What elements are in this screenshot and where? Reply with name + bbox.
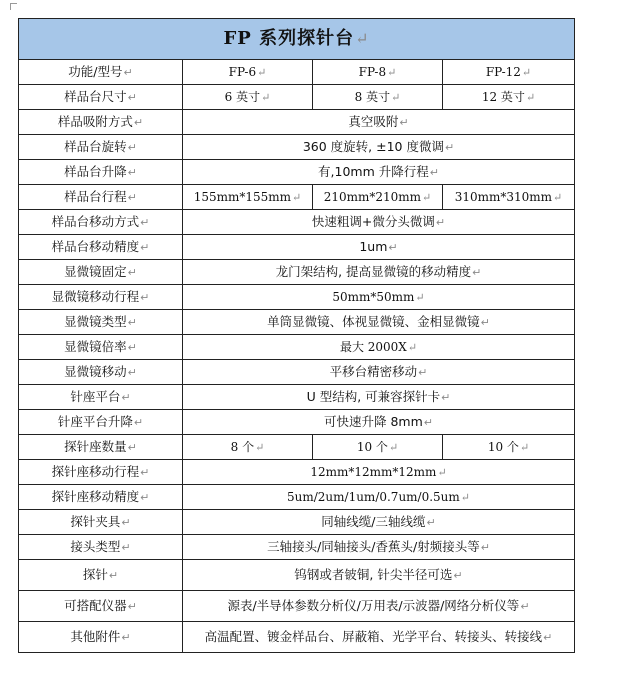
paragraph-mark: ↵ bbox=[127, 440, 137, 454]
spec-value: 龙门架结构, 提高显微镜的移动精度 bbox=[275, 263, 472, 279]
spec-value: 钨钢或者铍铜, 针尖半径可选 bbox=[294, 566, 453, 582]
paragraph-mark: ↵ bbox=[418, 365, 428, 379]
paragraph-mark: ↵ bbox=[553, 190, 563, 204]
spec-row bbox=[19, 285, 575, 310]
spec-label: 其他附件 bbox=[70, 628, 121, 644]
paragraph-mark: ↵ bbox=[520, 599, 530, 613]
paragraph-mark: ↵ bbox=[407, 340, 418, 354]
spec-label-cell bbox=[19, 110, 183, 135]
paragraph-mark: ↵ bbox=[133, 115, 144, 129]
paragraph-mark: ↵ bbox=[521, 65, 532, 79]
spec-row bbox=[19, 360, 575, 385]
spec-row bbox=[19, 385, 575, 410]
spec-value: 360 度旋转, ±10 度微调 bbox=[302, 138, 444, 154]
spec-label: 样品台尺寸 bbox=[64, 88, 127, 104]
spec-value-cell bbox=[183, 410, 575, 435]
spec-label: 样品台升降 bbox=[64, 163, 127, 179]
spec-label-cell bbox=[19, 560, 183, 591]
spec-row bbox=[19, 560, 575, 591]
spec-value: 210mm*210mm bbox=[323, 189, 422, 204]
spec-value: 12mm*12mm*12mm bbox=[310, 464, 437, 479]
spec-value-cell bbox=[183, 185, 313, 210]
spec-label: 探针夹具 bbox=[70, 513, 121, 529]
table-title: FP 系列探针台 bbox=[223, 28, 355, 49]
spec-row bbox=[19, 410, 575, 435]
spec-value: 同轴线缆/三轴线缆 bbox=[321, 513, 426, 529]
paragraph-mark: ↵ bbox=[480, 540, 490, 554]
spec-value-cell bbox=[183, 85, 313, 110]
spec-label-cell bbox=[19, 360, 183, 385]
paragraph-mark: ↵ bbox=[133, 415, 144, 429]
spec-label-cell bbox=[19, 160, 183, 185]
spec-label-cell bbox=[19, 210, 183, 235]
spec-label-cell bbox=[19, 435, 183, 460]
paragraph-mark: ↵ bbox=[415, 290, 425, 304]
paragraph-mark: ↵ bbox=[437, 465, 447, 479]
spec-row bbox=[19, 622, 575, 653]
paragraph-mark: ↵ bbox=[127, 315, 137, 329]
spec-label-cell bbox=[19, 285, 183, 310]
spec-value-cell bbox=[183, 385, 575, 410]
paragraph-mark: ↵ bbox=[127, 190, 137, 204]
spec-value: 高温配置、镀金样品台、屏蔽箱、光学平台、转接头、转接线 bbox=[204, 628, 543, 644]
spec-label-cell bbox=[19, 622, 183, 653]
spec-rows bbox=[19, 60, 575, 653]
spec-label-cell bbox=[19, 410, 183, 435]
spec-row bbox=[19, 335, 575, 360]
spec-value: FP-8 bbox=[358, 64, 387, 79]
spec-row bbox=[19, 160, 575, 185]
spec-value: 10 个 bbox=[487, 439, 519, 454]
spec-value: 最大 2000X bbox=[339, 339, 407, 354]
paragraph-mark: ↵ bbox=[387, 65, 397, 79]
spec-label-cell bbox=[19, 260, 183, 285]
spec-value-cell bbox=[183, 622, 575, 653]
spec-label: 针座平台 bbox=[70, 388, 121, 404]
spec-value-cell bbox=[443, 435, 575, 460]
spec-value-cell bbox=[183, 435, 313, 460]
spec-value: 可快速升降 8mm bbox=[324, 413, 423, 429]
spec-value-cell bbox=[183, 260, 575, 285]
spec-value-cell bbox=[183, 591, 575, 622]
paragraph-mark: ↵ bbox=[261, 90, 271, 104]
spec-row bbox=[19, 185, 575, 210]
spec-value: FP-6 bbox=[228, 64, 257, 79]
spec-label: 功能/型号 bbox=[68, 63, 123, 79]
paragraph-mark: ↵ bbox=[441, 390, 451, 404]
spec-value: 有,10mm 升降行程 bbox=[318, 163, 429, 179]
spec-label: 显微镜移动 bbox=[64, 363, 127, 379]
paragraph-mark: ↵ bbox=[140, 240, 150, 254]
paragraph-mark: ↵ bbox=[423, 415, 433, 429]
spec-label: 显微镜类型 bbox=[64, 313, 127, 329]
spec-value: 单筒显微镜、体视显微镜、金相显微镜 bbox=[267, 313, 480, 329]
spec-label: 探针 bbox=[82, 566, 108, 582]
spec-value-cell bbox=[183, 285, 575, 310]
spec-table bbox=[18, 18, 575, 653]
paragraph-mark: ↵ bbox=[121, 630, 131, 644]
paragraph-mark: ↵ bbox=[453, 568, 463, 582]
spec-row bbox=[19, 310, 575, 335]
spec-value-cell bbox=[183, 310, 575, 335]
spec-label-cell bbox=[19, 135, 183, 160]
paragraph-mark: ↵ bbox=[123, 65, 133, 79]
paragraph-mark: ↵ bbox=[127, 599, 137, 613]
paragraph-mark: ↵ bbox=[391, 90, 401, 104]
paragraph-mark: ↵ bbox=[121, 390, 131, 404]
spec-value: 50mm*50mm bbox=[332, 289, 415, 304]
spec-row bbox=[19, 591, 575, 622]
paragraph-mark: ↵ bbox=[444, 140, 455, 154]
spec-label: 探针座数量 bbox=[64, 438, 127, 454]
spec-label-cell bbox=[19, 185, 183, 210]
paragraph-mark: ↵ bbox=[525, 90, 536, 104]
spec-value-cell bbox=[183, 360, 575, 385]
spec-row bbox=[19, 135, 575, 160]
spec-row bbox=[19, 60, 575, 85]
spec-label-cell bbox=[19, 591, 183, 622]
paragraph-mark: ↵ bbox=[388, 440, 399, 454]
spec-value-cell bbox=[183, 135, 575, 160]
paragraph-mark: ↵ bbox=[292, 190, 302, 204]
spec-value: 310mm*310mm bbox=[454, 189, 553, 204]
spec-row bbox=[19, 210, 575, 235]
paragraph-mark: ↵ bbox=[140, 465, 150, 479]
corner-crop-mark bbox=[10, 3, 17, 10]
spec-value: 源表/半导体参数分析仪/万用表/示波器/网络分析仪等 bbox=[227, 597, 520, 613]
spec-row bbox=[19, 235, 575, 260]
spec-value-cell bbox=[183, 110, 575, 135]
spec-value-cell bbox=[443, 185, 575, 210]
spec-value-cell bbox=[183, 510, 575, 535]
spec-label-cell bbox=[19, 510, 183, 535]
spec-row bbox=[19, 460, 575, 485]
spec-label-cell bbox=[19, 60, 183, 85]
spec-value-cell bbox=[443, 85, 575, 110]
spec-row bbox=[19, 85, 575, 110]
table-title-cell bbox=[19, 19, 575, 60]
spec-value: 12 英寸 bbox=[481, 89, 525, 104]
paragraph-mark: ↵ bbox=[543, 630, 553, 644]
spec-row bbox=[19, 435, 575, 460]
spec-value: 8 英寸 bbox=[354, 89, 391, 104]
spec-label: 样品台移动方式 bbox=[51, 213, 140, 229]
spec-value: 三轴接头/同轴接头/香蕉头/射频接头等 bbox=[267, 538, 480, 554]
spec-value-cell bbox=[443, 60, 575, 85]
paragraph-mark: ↵ bbox=[255, 440, 265, 454]
spec-label: 接头类型 bbox=[70, 538, 121, 554]
spec-value: U 型结构, 可兼容探针卡 bbox=[306, 388, 441, 404]
spec-label: 样品台移动精度 bbox=[51, 238, 140, 254]
paragraph-mark: ↵ bbox=[422, 190, 432, 204]
spec-value-cell bbox=[313, 435, 443, 460]
spec-value: 8 个 bbox=[230, 439, 255, 454]
spec-value: 10 个 bbox=[356, 439, 388, 454]
spec-value: 平移台精密移动 bbox=[329, 363, 418, 379]
spec-label-cell bbox=[19, 460, 183, 485]
spec-value-cell bbox=[183, 535, 575, 560]
paragraph-mark: ↵ bbox=[140, 215, 150, 229]
spec-value: 1um bbox=[359, 238, 388, 254]
spec-value: 5um/2um/1um/0.7um/0.5um bbox=[287, 489, 460, 504]
spec-value: 6 英寸 bbox=[224, 89, 261, 104]
spec-label: 样品吸附方式 bbox=[57, 113, 133, 129]
spec-row bbox=[19, 510, 575, 535]
paragraph-mark: ↵ bbox=[388, 240, 398, 254]
spec-value-cell bbox=[313, 85, 443, 110]
spec-row bbox=[19, 260, 575, 285]
paragraph-mark: ↵ bbox=[140, 290, 150, 304]
paragraph-mark: ↵ bbox=[121, 515, 131, 529]
paragraph-mark: ↵ bbox=[355, 29, 370, 48]
paragraph-mark: ↵ bbox=[435, 215, 446, 229]
paragraph-mark: ↵ bbox=[127, 140, 137, 154]
paragraph-mark: ↵ bbox=[257, 65, 267, 79]
table-title-row bbox=[19, 19, 575, 60]
spec-label-cell bbox=[19, 235, 183, 260]
paragraph-mark: ↵ bbox=[127, 165, 137, 179]
paragraph-mark: ↵ bbox=[121, 540, 131, 554]
spec-value: 快速粗调+微分头微调 bbox=[311, 213, 435, 229]
spec-value: 真空吸附 bbox=[348, 113, 399, 129]
spec-value-cell bbox=[183, 160, 575, 185]
spec-label: 针座平台升降 bbox=[57, 413, 133, 429]
spec-label: 显微镜移动行程 bbox=[51, 288, 140, 304]
paragraph-mark: ↵ bbox=[127, 265, 137, 279]
paragraph-mark: ↵ bbox=[429, 165, 439, 179]
spec-row bbox=[19, 110, 575, 135]
spec-value-cell bbox=[183, 560, 575, 591]
paragraph-mark: ↵ bbox=[519, 440, 530, 454]
paragraph-mark: ↵ bbox=[127, 365, 137, 379]
paragraph-mark: ↵ bbox=[127, 340, 137, 354]
paragraph-mark: ↵ bbox=[108, 568, 119, 582]
spec-label-cell bbox=[19, 310, 183, 335]
spec-value-cell bbox=[183, 235, 575, 260]
paragraph-mark: ↵ bbox=[426, 515, 436, 529]
spec-value-cell bbox=[183, 485, 575, 510]
spec-value-cell bbox=[183, 335, 575, 360]
paragraph-mark: ↵ bbox=[399, 115, 409, 129]
spec-label-cell bbox=[19, 535, 183, 560]
spec-row bbox=[19, 485, 575, 510]
paragraph-mark: ↵ bbox=[140, 490, 150, 504]
spec-value-cell bbox=[313, 185, 443, 210]
spec-value-cell bbox=[183, 460, 575, 485]
spec-label: 可搭配仪器 bbox=[64, 597, 127, 613]
spec-value-cell bbox=[313, 60, 443, 85]
spec-label: 探针座移动精度 bbox=[51, 488, 140, 504]
spec-value: FP-12 bbox=[485, 64, 521, 79]
spec-label-cell bbox=[19, 335, 183, 360]
paragraph-mark: ↵ bbox=[460, 490, 470, 504]
spec-value-cell bbox=[183, 60, 313, 85]
spec-label-cell bbox=[19, 385, 183, 410]
spec-label: 样品台行程 bbox=[64, 188, 127, 204]
spec-label-cell bbox=[19, 485, 183, 510]
paragraph-mark: ↵ bbox=[127, 90, 137, 104]
spec-label: 探针座移动行程 bbox=[51, 463, 140, 479]
spec-label: 样品台旋转 bbox=[64, 138, 127, 154]
spec-value-cell bbox=[183, 210, 575, 235]
spec-label: 显微镜固定 bbox=[64, 263, 127, 279]
paragraph-mark: ↵ bbox=[480, 315, 490, 329]
spec-label-cell bbox=[19, 85, 183, 110]
paragraph-mark: ↵ bbox=[472, 265, 482, 279]
spec-row bbox=[19, 535, 575, 560]
spec-value: 155mm*155mm bbox=[193, 189, 292, 204]
spec-label: 显微镜倍率 bbox=[64, 338, 127, 354]
